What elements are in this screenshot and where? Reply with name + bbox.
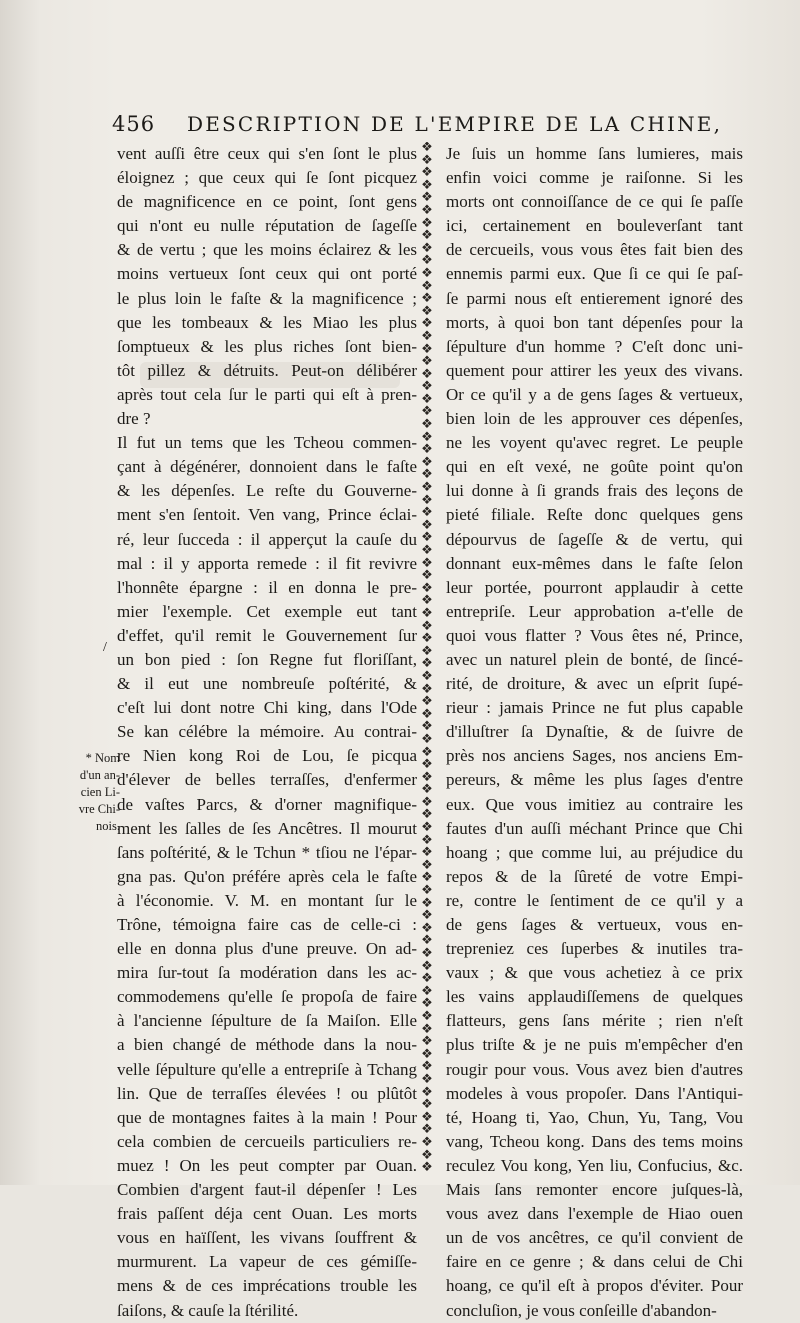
- text-line: ſe parmi nous eſt entierement ignoré des: [446, 288, 743, 308]
- text-line: après tout cela ſur le parti qui eſt à pren-: [117, 384, 417, 404]
- text-line: Mais ſans remonter encore juſques-là,: [446, 1180, 743, 1200]
- text-line: Or ce qu'il y a de gens ſages & vertueux,: [446, 384, 743, 404]
- text-line: mens & de ces imprécations trouble les: [117, 1276, 417, 1296]
- text-line: avec un naturel plein de bonté, de ſincé-: [446, 649, 743, 669]
- text-line: enfin voici comme je raiſonne. Si les: [446, 168, 743, 188]
- text-line: a bien changé de méthode dans la nou-: [117, 1035, 417, 1055]
- text-line: vous avez dans l'exemple de Hiao ouen: [446, 1204, 743, 1224]
- text-line: le plus loin le faſte & la magnificence ;: [117, 288, 417, 308]
- text-line: hoang, ce qu'il eſt à propos d'éviter. Pour: [446, 1276, 743, 1296]
- text-line: frais paſſent déja cent Ouan. Les morts: [117, 1204, 417, 1224]
- margin-note-line: nois.: [96, 819, 120, 833]
- text-line: rité, de droiture, & avec un eſprit ſupé-: [446, 674, 743, 694]
- text-line: vous en haïſſent, les vivans ſouffrent &: [117, 1228, 417, 1248]
- running-title: DESCRIPTION DE L'EMPIRE DE LA CHINE,: [187, 112, 723, 136]
- text-line: flatteurs, gens ſans mérite ; rien n'eſt: [446, 1011, 743, 1031]
- text-line: rieur : jamais Prince ne fut plus capable: [446, 698, 743, 718]
- text-line: dre ?: [117, 409, 151, 429]
- text-line: ici, certainement en bouleverſant tant: [446, 216, 743, 236]
- text-line: à l'économie. V. M. en montant ſur le: [117, 890, 417, 910]
- text-line: faire en ce genre ; & dans celui de Chi: [446, 1252, 743, 1272]
- text-line: trepreniez ces ſuperbes & inutiles tra-: [446, 939, 743, 959]
- text-line: ment s'en ſentoit. Ven vang, Prince éclai-: [117, 505, 417, 525]
- text-line: que les tombeaux & les Miao les plus: [117, 312, 417, 332]
- text-line: hoang ; que comme lui, au préjudice du: [446, 842, 743, 862]
- text-line: & il eut une nombreuſe poſtérité, &: [117, 674, 417, 694]
- text-line: re Nien kong Roi de Lou, ſe picqua: [117, 746, 417, 766]
- text-line: modeles à vous propoſer. Dans l'Antiqui-: [446, 1083, 743, 1103]
- text-line: çant à dégénérer, donnoient dans le faſte: [117, 457, 417, 477]
- text-line: elle en donna plus d'une preuve. On ad-: [117, 939, 417, 959]
- text-line: un de vos ancêtres, ce qu'il convient de: [446, 1228, 743, 1248]
- text-line: eux. Que vous imitiez au contraire les: [446, 794, 743, 814]
- text-line: reculez Vou kong, Yen liu, Confucius, &c.: [446, 1155, 743, 1175]
- text-line: de gens ſages & vertueux, vous en-: [446, 915, 743, 934]
- text-line: Combien d'argent faut-il dépenſer ! Les: [117, 1180, 417, 1200]
- text-line: de magnificence en ce point, ſont gens: [117, 192, 417, 212]
- text-line: de vaſtes Parcs, & d'orner magnifique-: [117, 794, 417, 814]
- left-text-column: [117, 142, 417, 1323]
- text-line: les vains applaudiſſemens de quelques: [446, 987, 743, 1007]
- text-line: vaux ; & que vous achetiez à ce prix: [446, 963, 743, 983]
- text-line: ſépulture d'un homme ? C'eſt donc uni-: [446, 336, 743, 356]
- text-line: entrepriſe. Leur approbation a-t'elle de: [446, 601, 743, 621]
- page-header: [112, 108, 723, 140]
- margin-note-line: cien Li-: [80, 785, 120, 799]
- margin-note-line: d'un an-: [79, 768, 120, 782]
- text-line: mira ſur-tout ſa modération dans les ac-: [117, 963, 417, 983]
- text-line: ré, leur ſucceda : il apperçut la cauſe du: [117, 529, 417, 549]
- text-line: pereurs, & même les plus ſages d'entre: [446, 770, 743, 790]
- text-line: ennemis parmi eux. Que ſi ce qui ſe paſ-: [446, 264, 743, 284]
- text-line: à l'ancienne ſépulture de ſa Maiſon. Elle: [117, 1011, 417, 1031]
- text-line: gna pas. Qu'on préfére après cela le faſte: [117, 866, 417, 886]
- text-line: pieté filiale. Reſte donc quelques gens: [446, 505, 743, 525]
- text-line: morts, à quoi bon tant dépenſes pour la: [446, 312, 743, 332]
- text-line: ment les ſalles de ſes Ancêtres. Il mourut: [117, 818, 417, 838]
- margin-note-line: vre Chi-: [78, 802, 120, 816]
- page-number: 456: [112, 112, 156, 136]
- text-line: dépourvus de ſageſſe & de vertu, qui: [446, 529, 743, 549]
- text-line: quement pour attirer les yeux des vivans.: [446, 360, 743, 380]
- text-line: d'élever de belles terraſſes, d'enfermer: [117, 770, 417, 790]
- text-line: qui en eſt vexé, ne goûte point qu'on: [446, 457, 743, 477]
- text-line: près nos anciens Sages, nos anciens Em-: [446, 746, 743, 766]
- text-line: re, contre le ſentiment de ce qu'il y a: [446, 890, 743, 910]
- text-line: de cercueils, vous vous êtes fait bien des: [446, 240, 743, 260]
- text-line: morts ont connoiſſance de ce qui ſe paſſe: [446, 192, 743, 212]
- text-line: repos & de la ſûreté de votre Empi-: [446, 866, 743, 886]
- text-line: Je ſuis un homme ſans lumieres, mais: [446, 144, 743, 163]
- text-line: quoi vous flatter ? Vous êtes né, Prince,: [446, 625, 743, 645]
- text-line: Trône, témoigna faire cas de celle-ci :: [117, 915, 417, 934]
- text-line: donnant eux-mêmes dans le faſte ſelon: [446, 553, 743, 573]
- text-line: & de vertu ; que les moins éclairez & les: [117, 240, 417, 260]
- text-line: mier l'exemple. Cet exemple eut tant: [117, 601, 417, 621]
- margin-note-line: * Nom: [85, 751, 120, 765]
- text-line: té, Hoang ti, Yao, Chun, Yu, Tang, Vou: [446, 1107, 743, 1127]
- text-line: lui donne à ſi grands frais des leçons de: [446, 481, 743, 501]
- text-line: un bon pied : ſon Regne fut floriſſant,: [117, 649, 417, 669]
- text-line: concluſion, je vous conſeille d'abandon-: [446, 1300, 717, 1320]
- text-line: moins vertueux ſont ceux qui ont porté: [117, 264, 417, 284]
- text-line: d'illuſtrer ſa Dynaſtie, & de ſuivre de: [446, 722, 743, 742]
- text-line: velle ſépulture qu'elle a entrepriſe à Tchang: [117, 1059, 417, 1079]
- text-line: & les dépenſes. Le reſte du Gouverne-: [117, 481, 417, 501]
- text-line: d'effet, qu'il remit le Gouvernement ſur: [117, 625, 417, 645]
- text-line: Se kan célébre la mémoire. Au contrai-: [117, 722, 417, 742]
- margin-footnote: [58, 750, 120, 835]
- text-line: vang, Tcheou kong. Dans des tems moins: [446, 1131, 743, 1151]
- text-line: bien loin de les approuver ces dépenſes,: [446, 409, 743, 429]
- text-line: plus triſte & je ne puis m'empêcher d'en: [446, 1035, 743, 1055]
- text-line: éloignez ; que ceux qui ſe ſont picquez: [117, 168, 417, 188]
- text-line: ſans poſtérité, & le Tchun * tſiou ne l'épar-: [117, 842, 417, 862]
- text-line: l'honnête épargne : il en donna le pre-: [117, 577, 417, 597]
- text-line: que de montagnes faites à la main ! Pour: [117, 1107, 417, 1127]
- column-ornament-rule: ❖ ❖ ❖ ❖ ❖ ❖ ❖ ❖ ❖ ❖ ❖ ❖ ❖ ❖ ❖ ❖ ❖ ❖ ❖ ❖ ❖ ❖ ❖ ❖ ❖ ❖ ❖ ❖ ❖ ❖ ❖ ❖ ❖ ❖ ❖ ❖ ❖ ❖ ❖ ❖ ❖ ❖ ❖ ❖ ❖ ❖ ❖ ❖ ❖ ❖ ❖ ❖ ❖ ❖ ❖ ❖ ❖ ❖ ❖ ❖ ❖ ❖ ❖ ❖ ❖ ❖ ❖ ❖ ❖ ❖ ❖ ❖ ❖ ❖ ❖ ❖ ❖ ❖ ❖ ❖ ❖ ❖: [421, 142, 433, 1172]
- text-line: c'eſt lui dont notre Chi king, dans l'Ode: [117, 698, 417, 718]
- text-line: commodemens qu'elle ſe propoſa de faire: [117, 987, 417, 1007]
- text-line: ne les voyent qu'avec regret. Le peuple: [446, 433, 743, 453]
- text-line: qui n'ont eu nulle réputation de ſageſſe: [117, 216, 417, 236]
- text-line: ſaiſons, & cauſe la ſtérilité.: [117, 1300, 299, 1320]
- text-line: leur portée, pourront applaudir à cette: [446, 577, 743, 597]
- margin-mark: /: [103, 640, 107, 655]
- text-line: murmurent. La vapeur de ces gémiſſe-: [117, 1252, 417, 1272]
- right-text-column: [446, 142, 743, 1323]
- text-line: Il fut un tems que les Tcheou commen-: [117, 433, 417, 453]
- text-line: lin. Que de terraſſes élevées ! ou plûtôt: [117, 1083, 417, 1103]
- text-line: rougir pour vous. Vous avez bien d'autres: [446, 1059, 743, 1079]
- text-line: ſomptueux & les plus riches ſont bien-: [117, 336, 417, 356]
- text-line: vent auſſi être ceux qui s'en ſont le plus: [117, 144, 417, 163]
- text-line: mal : il y apporta remede : il fit revivre: [117, 553, 417, 573]
- text-line: cela combien de cercueils particuliers re-: [117, 1131, 417, 1151]
- text-line: tôt pillez & détruits. Peut-on délibérer: [117, 360, 417, 380]
- text-line: fautes d'un auſſi méchant Prince que Chi: [446, 818, 743, 838]
- text-line: muez ! On les peut compter par Ouan.: [117, 1155, 417, 1175]
